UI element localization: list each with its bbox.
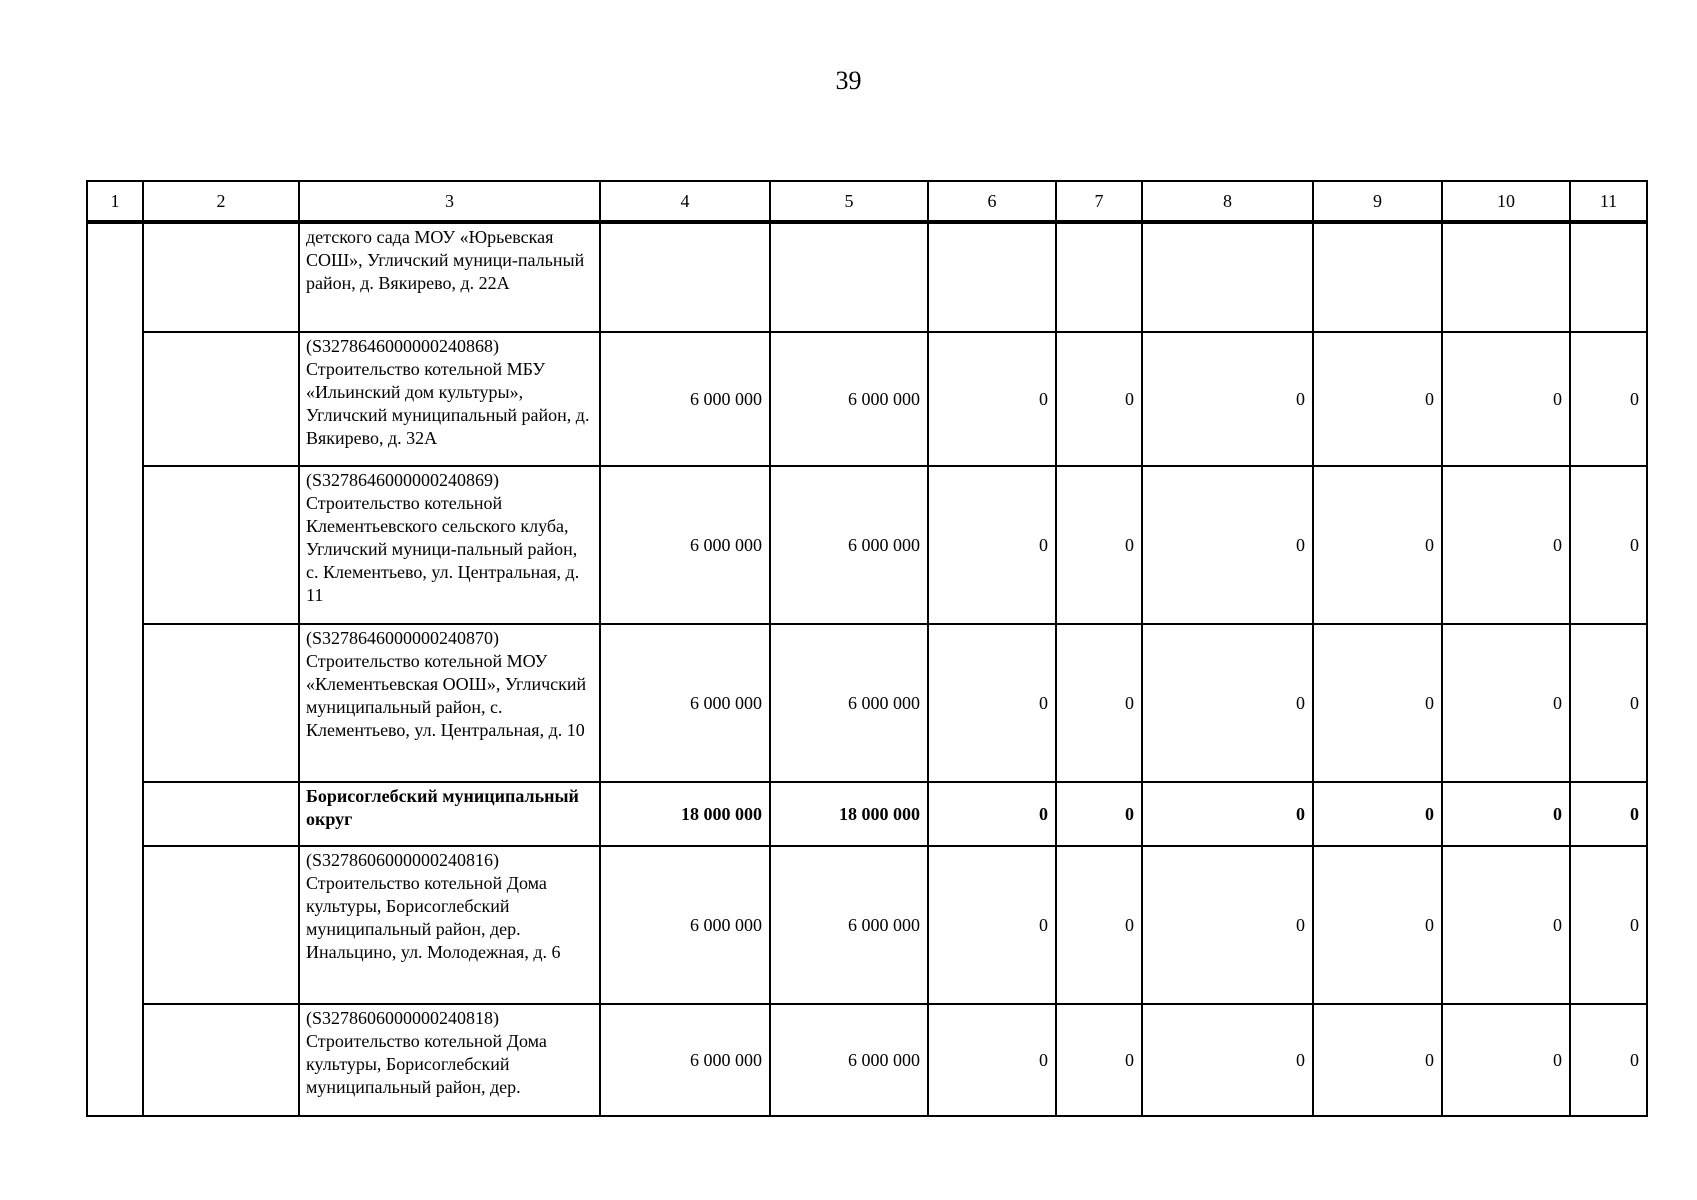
column-header: 7	[1056, 181, 1142, 222]
value-cell: 0	[1570, 846, 1647, 1004]
code-cell	[143, 466, 299, 624]
value-cell	[600, 222, 770, 332]
value-cell	[928, 222, 1056, 332]
value-cell: 6 000 000	[600, 332, 770, 466]
column-header: 9	[1313, 181, 1442, 222]
page-number: 39	[835, 66, 862, 95]
value-cell: 18 000 000	[770, 782, 928, 846]
value-cell: 0	[1313, 624, 1442, 782]
description-cell: (S3278646000000240870) Строительство котельной МОУ «Клементьевская ООШ», Угличский муниципальный район, с. Клементьево, ул. Центральная, д. 10	[299, 624, 600, 782]
value-cell: 0	[1313, 782, 1442, 846]
value-cell: 6 000 000	[770, 1004, 928, 1116]
value-cell: 6 000 000	[600, 846, 770, 1004]
value-cell: 0	[1442, 782, 1570, 846]
table-row	[87, 846, 1647, 1004]
table-row	[87, 1004, 1647, 1116]
data-table	[86, 180, 1648, 1117]
value-cell: 0	[1570, 624, 1647, 782]
column-header: 2	[143, 181, 299, 222]
value-cell: 0	[1313, 332, 1442, 466]
code-cell	[143, 222, 299, 332]
value-cell: 0	[1442, 846, 1570, 1004]
description-cell: (S3278606000000240816) Строительство котельной Дома культуры, Борисоглебский муниципальный район, дер. Инальцино, ул. Молодежная, д. 6	[299, 846, 600, 1004]
value-cell: 0	[1442, 466, 1570, 624]
value-cell: 0	[1056, 1004, 1142, 1116]
description-cell: (S3278646000000240869) Строительство котельной Клементьевского сельского клуба, Угличский муници-пальный район, с. Клементьево, ул. Центральная, д. 11	[299, 466, 600, 624]
value-cell: 0	[1142, 466, 1313, 624]
value-cell: 0	[1570, 466, 1647, 624]
value-cell: 0	[1313, 466, 1442, 624]
value-cell: 6 000 000	[600, 1004, 770, 1116]
value-cell: 0	[1056, 466, 1142, 624]
value-cell: 0	[1313, 846, 1442, 1004]
value-cell: 0	[928, 846, 1056, 1004]
value-cell: 0	[1442, 332, 1570, 466]
code-cell	[143, 332, 299, 466]
column-header: 8	[1142, 181, 1313, 222]
value-cell: 6 000 000	[600, 466, 770, 624]
value-cell: 0	[1142, 332, 1313, 466]
value-cell: 0	[1442, 1004, 1570, 1116]
column-header: 6	[928, 181, 1056, 222]
column-header: 4	[600, 181, 770, 222]
value-cell: 0	[1056, 846, 1142, 1004]
table-row	[87, 466, 1647, 624]
value-cell: 18 000 000	[600, 782, 770, 846]
value-cell	[770, 222, 928, 332]
value-cell: 0	[1142, 782, 1313, 846]
subtotal-row	[87, 782, 1647, 846]
description-cell: (S3278606000000240818) Строительство котельной Дома культуры, Борисоглебский муниципальный район, дер.	[299, 1004, 600, 1116]
description-cell: (S3278646000000240868) Строительство котельной МБУ «Ильинский дом культуры», Угличский муниципальный район, д. Вякирево, д. 32А	[299, 332, 600, 466]
table-row	[87, 624, 1647, 782]
description-cell: детского сада МОУ «Юрьевская СОШ», Угличский муници-пальный район, д. Вякирево, д. 22А	[299, 222, 600, 332]
value-cell: 0	[1313, 1004, 1442, 1116]
description-cell: Борисоглебский муниципальный округ	[299, 782, 600, 846]
value-cell: 0	[928, 332, 1056, 466]
column-header: 11	[1570, 181, 1647, 222]
value-cell: 6 000 000	[600, 624, 770, 782]
value-cell	[1442, 222, 1570, 332]
value-cell: 6 000 000	[770, 466, 928, 624]
code-cell	[143, 782, 299, 846]
value-cell: 0	[1056, 782, 1142, 846]
value-cell	[1570, 222, 1647, 332]
column-header: 1	[87, 181, 143, 222]
table-row	[87, 222, 1647, 332]
value-cell: 0	[1570, 782, 1647, 846]
value-cell: 0	[1442, 624, 1570, 782]
code-cell	[143, 846, 299, 1004]
value-cell	[1313, 222, 1442, 332]
table-row	[87, 332, 1647, 466]
value-cell: 6 000 000	[770, 624, 928, 782]
code-cell	[143, 624, 299, 782]
value-cell: 0	[928, 1004, 1056, 1116]
column-header: 3	[299, 181, 600, 222]
header-row	[87, 181, 1647, 222]
value-cell: 6 000 000	[770, 846, 928, 1004]
row-number-cell	[87, 222, 143, 1116]
code-cell	[143, 1004, 299, 1116]
value-cell: 0	[1056, 624, 1142, 782]
value-cell: 0	[928, 624, 1056, 782]
value-cell: 0	[1056, 332, 1142, 466]
column-header: 10	[1442, 181, 1570, 222]
value-cell: 0	[1142, 1004, 1313, 1116]
value-cell: 6 000 000	[770, 332, 928, 466]
value-cell: 0	[928, 466, 1056, 624]
column-header: 5	[770, 181, 928, 222]
value-cell	[1056, 222, 1142, 332]
value-cell: 0	[1570, 1004, 1647, 1116]
value-cell: 0	[1142, 624, 1313, 782]
value-cell	[1142, 222, 1313, 332]
value-cell: 0	[1142, 846, 1313, 1004]
value-cell: 0	[1570, 332, 1647, 466]
value-cell: 0	[928, 782, 1056, 846]
